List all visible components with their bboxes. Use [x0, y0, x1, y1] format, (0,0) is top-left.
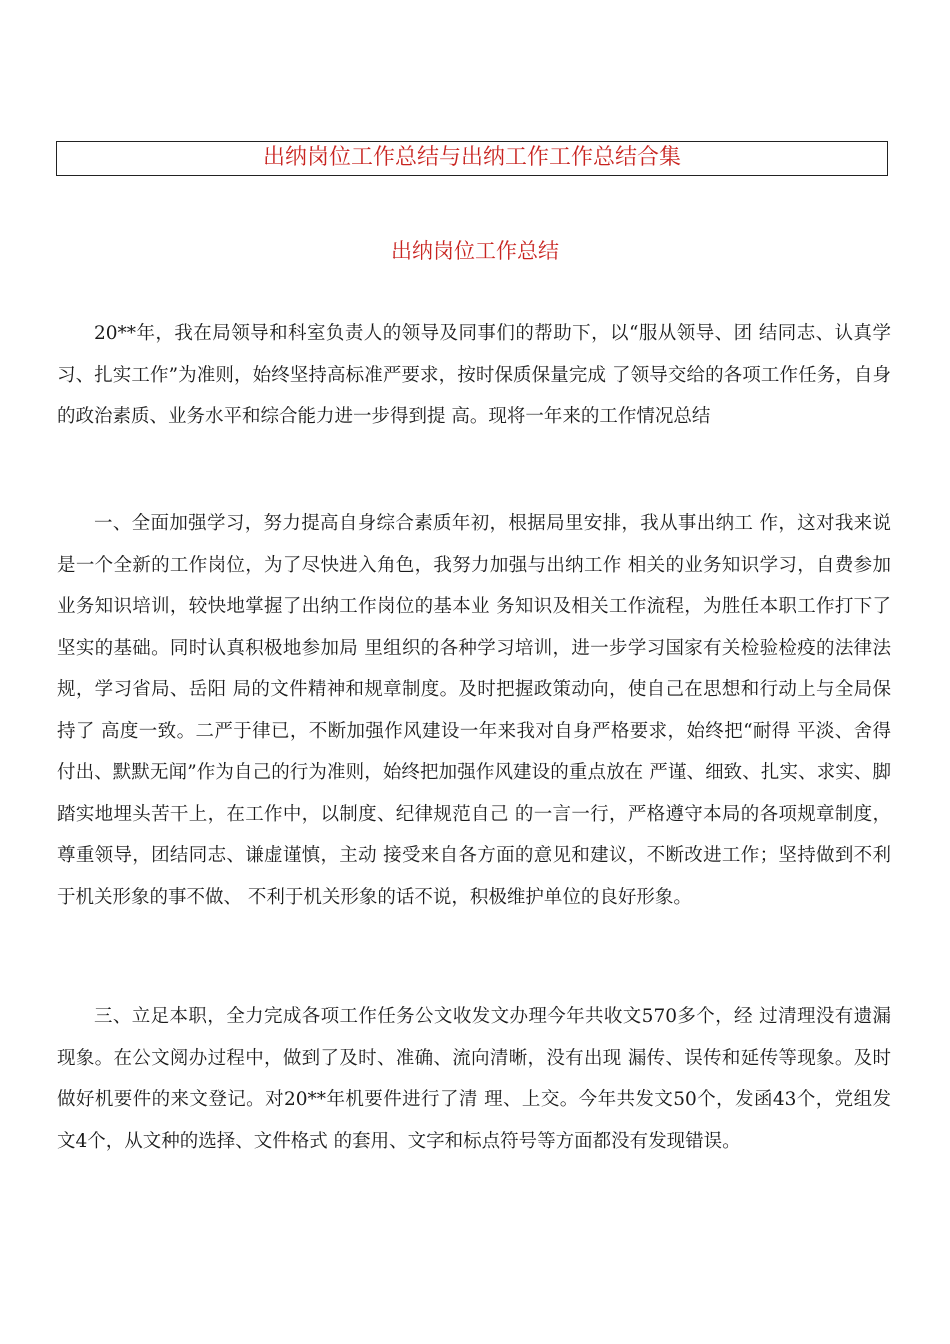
paragraph-document-handling: 三、立足本职，全力完成各项工作任务公文收发文办理今年共收文570多个，经 过清理没有遗漏现象。在公文阅办过程中，做到了及时、准确、流向清晰，没有出现 漏传、误传和延传等现象。及时做好机要件的来文登记。对20**年机要件进行了清 理、上交。今年共发文50个，发函43个，党组发文4个，从文种的选择、文件格式 的套用、文字和标点符号等方面都没有发现错误。 [57, 1006, 891, 1152]
paragraph-intro: 20**年，我在局领导和科室负责人的领导及同事们的帮助下，以“服从领导、团 结同志、认真学习、扎实工作”为准则，始终坚持高标准严要求，按时保质保量完成 了领导交给的各项工作任务，自身的政治素质、业务水平和综合能力进一步得到提 高。现将一年来的工作情况总结 [57, 323, 891, 427]
main-title: 出纳岗位工作总结与出纳工作工作总结合集 [262, 145, 681, 170]
paragraph-study-and-conduct: 一、全面加强学习，努力提高自身综合素质年初，根据局里安排，我从事出纳工 作，这对我来说是一个全新的工作岗位，为了尽快进入角色，我努力加强与出纳工作 相关的业务知识学习，自费参加业务知识培训，较快地掌握了出纳工作岗位的基本业 务知识及相关工作流程，为胜任本职工作打下了坚实的基础。同时认真积极地参加局 里组织的各种学习培训，进一步学习国家有关检验检疫的法律法规，学习省局、岳阳 局的文件精神和规章制度。及时把握政策动向，使自己在思想和行动上与全局保持了 高度一致。二严于律已，不断加强作风建设一年来我对自身严格要求，始终把“耐得 平淡、舍得付出、默默无闻”作为自己的行为准则，始终把加强作风建设的重点放在 严谨、细致、扎实、求实、脚踏实地埋头苦干上，在工作中，以制度、纪律规范自己 的一言一行，严格遵守本局的各项规章制度，尊重领导，团结同志、谦虚谨慎，主动 接受来自各方面的意见和建议，不断改进工作；坚持做到不利于机关形象的事不做、 不利于机关形象的话不说，积极维护单位的良好形象。 [57, 513, 891, 908]
main-title-box [56, 141, 888, 176]
section-title: 出纳岗位工作总结 [391, 239, 559, 263]
